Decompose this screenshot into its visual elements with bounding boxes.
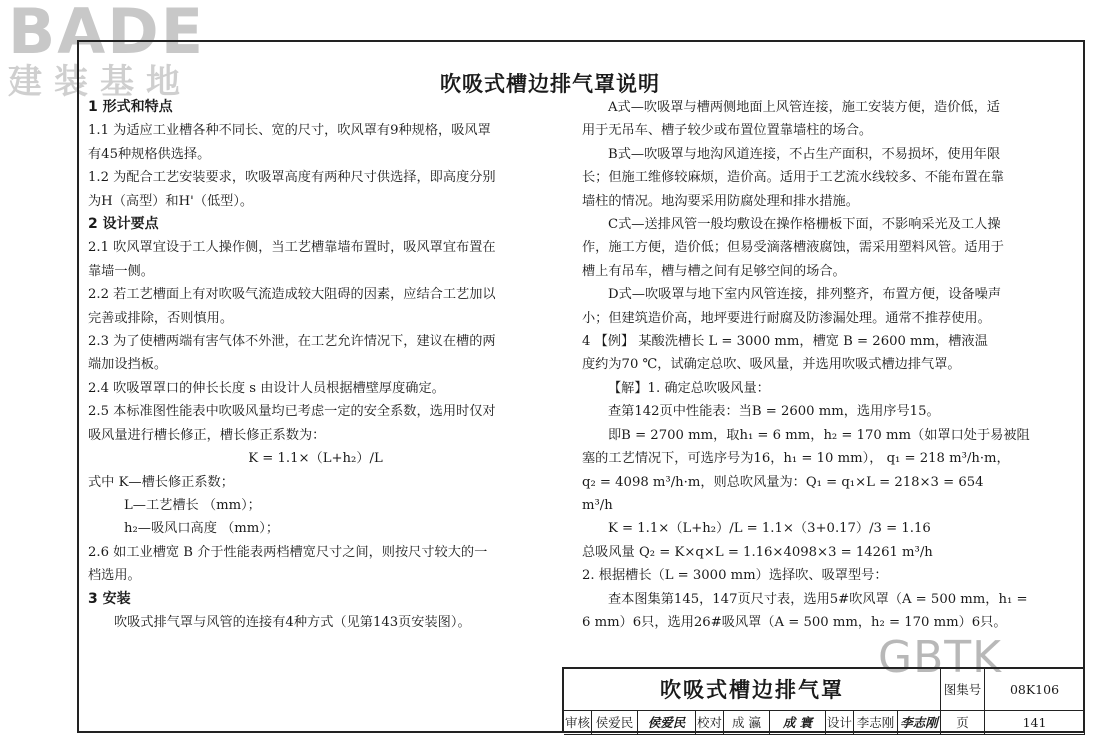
right-column-line: m³/h (582, 497, 613, 513)
left-column (88, 96, 543, 634)
left-column-line: 1 形式和特点 (88, 99, 173, 115)
right-column-line: 【解】1. 确定总吹吸风量： (608, 380, 770, 396)
right-column-line: 塞的工艺情况下，可选序号为16，h₁ = 10 mm）， q₁ = 218 m³/h·m， (582, 451, 1010, 467)
review-label: 审核 (564, 711, 592, 735)
left-column-line: 2 设计要点 (88, 216, 159, 233)
right-column-line: K = 1.1×（L+h₂）/L = 1.1×（3+0.17）/3 = 1.16 (608, 521, 931, 537)
right-column-line: 用于无吊车、槽子较少或布置位置靠墙柱的场合。 (582, 123, 873, 139)
left-column-line: 1.1 为适应工业槽各种不同长、宽的尺寸，吹风罩有9种规格，吸风罩 (88, 123, 491, 139)
left-column-line: 式中 K—槽长修正系数； (88, 474, 234, 490)
left-column-line: 端加设挡板。 (88, 357, 168, 373)
page-label: 页 (941, 711, 985, 735)
check-label: 校对 (696, 711, 724, 735)
right-column-line: 即B = 2700 mm，取h₁ = 6 mm，h₂ = 170 mm（如罩口处于易被阻 (608, 427, 1030, 443)
left-column-line: 2.4 吹吸罩罩口的伸长长度 s 由设计人员根据槽壁厚度确定。 (88, 380, 445, 396)
design-label: 设计 (826, 711, 854, 735)
left-column-line: 2.1 吹风罩宜设于工人操作侧，当工艺槽靠墙布置时，吸风罩宜布置在 (88, 240, 496, 256)
check-signature: 成 寰 (770, 711, 826, 735)
left-column-line: 3 安装 (88, 590, 131, 607)
left-column-line: 2.6 如工业槽宽 B 介于性能表两档槽宽尺寸之间，则按尺寸较大的一 (88, 544, 488, 560)
drawing-name: 吹吸式槽边排气罩 (564, 669, 941, 711)
right-column-line: C式—送排风管一般均敷设在操作格栅板下面，不影响采光及工人操 (608, 217, 1001, 233)
right-column-line: 查本图集第145，147页尺寸表，选用5#吹风罩（A = 500 mm，h₁ = (608, 591, 1028, 607)
right-column-line: q₂ = 4098 m³/h·m，则总吹风量为：Q₁ = q₁×L = 218×3 = 654 (582, 474, 984, 490)
left-column-line: 2.3 为了使槽两端有害气体不外泄，在工艺允许情况下，建议在槽的两 (88, 334, 496, 350)
review-signature: 侯爱民 (638, 711, 696, 735)
left-column-line: h₂—吸风口高度 （mm）； (124, 521, 280, 537)
logo-latin: BADE (8, 0, 206, 68)
right-column-line: 槽上有吊车，槽与槽之间有足够空间的场合。 (582, 263, 846, 279)
logo-chinese: 建装基地 (8, 62, 192, 102)
right-column (582, 96, 1052, 634)
atlas-label: 图集号 (941, 669, 985, 711)
right-column-line: B式—吹吸罩与地沟风道连接，不占生产面积，不易损坏，使用年限 (608, 146, 1001, 162)
page-title: 吹吸式槽边排气罩说明 (440, 72, 660, 96)
right-column-line: 度约为70 ℃，试确定总吹、吸风量，并选用吹吸式槽边排气罩。 (582, 357, 961, 373)
watermark: GBTK (878, 632, 1003, 683)
left-column-line: 档选用。 (88, 568, 141, 584)
right-column-line: 总吸风量 Q₂ = K×q×L = 1.16×4098×3 = 14261 m³/h (582, 544, 933, 560)
left-column-line: 为H（高型）和H'（低型）。 (88, 193, 254, 209)
right-column-line: 墙柱的情况。地沟要采用防腐处理和排水措施。 (582, 193, 859, 209)
right-column-line: 4 【例】 某酸洗槽长 L = 3000 mm，槽宽 B = 2600 mm，槽液温 (582, 334, 988, 350)
right-column-line: 作，施工方便，造价低；但易受滴落槽液腐蚀，需采用塑料风管。适用于 (582, 240, 1004, 256)
right-column-line: 6 mm）6只，选用26#吸风罩（A = 500 mm，h₂ = 170 mm）6只。 (582, 614, 1007, 630)
design-signature: 李志刚 (898, 711, 941, 735)
left-column-line: 2.5 本标准图性能表中吹吸风量均已考虑一定的安全系数，选用时仅对 (88, 404, 496, 420)
left-column-line: 吹吸式排气罩与风管的连接有4种方式（见第143页安装图）。 (114, 614, 471, 630)
left-column-line: 完善或排除，否则慎用。 (88, 310, 234, 326)
atlas-number: 08K106 (985, 669, 1085, 711)
design-name: 李志刚 (854, 711, 898, 735)
right-column-line: 查第142页中性能表：当B = 2600 mm，选用序号15。 (608, 404, 940, 420)
title-block (562, 667, 1085, 733)
right-column-line: D式—吹吸罩与地下室内风管连接，排列整齐，布置方便，设备噪声 (608, 287, 1002, 303)
left-column-line: K = 1.1×（L+h₂）/L (248, 451, 383, 467)
left-column-line: L—工艺槽长 （mm）； (124, 497, 261, 513)
right-column-line: 小；但建筑造价高，地坪要进行耐腐及防渗漏处理。通常不推荐使用。 (582, 310, 991, 326)
left-column-line: 靠墙一侧。 (88, 263, 154, 279)
left-column-line: 有45种规格供选择。 (88, 146, 211, 162)
right-column-line: 2. 根据槽长（L = 3000 mm）选择吹、吸罩型号： (582, 568, 888, 584)
right-column-line: A式—吹吸罩与槽两侧地面上风管连接，施工安装方便，造价低，适 (608, 100, 1000, 115)
left-column-line: 2.2 若工艺槽面上有对吹吸气流造成较大阻碍的因素，应结合工艺加以 (88, 287, 496, 303)
right-column-line: 长；但施工维修较麻烦，造价高。适用于工艺流水线较多、不能布置在靠 (582, 170, 1004, 186)
page-number: 141 (985, 711, 1085, 735)
review-name: 侯爱民 (592, 711, 638, 735)
left-column-line: 1.2 为配合工艺安装要求，吹吸罩高度有两种尺寸供选择，即高度分别 (88, 170, 496, 186)
left-column-line: 吸风量进行槽长修正，槽长修正系数为： (88, 427, 326, 443)
check-name: 成 瀛 (724, 711, 770, 735)
